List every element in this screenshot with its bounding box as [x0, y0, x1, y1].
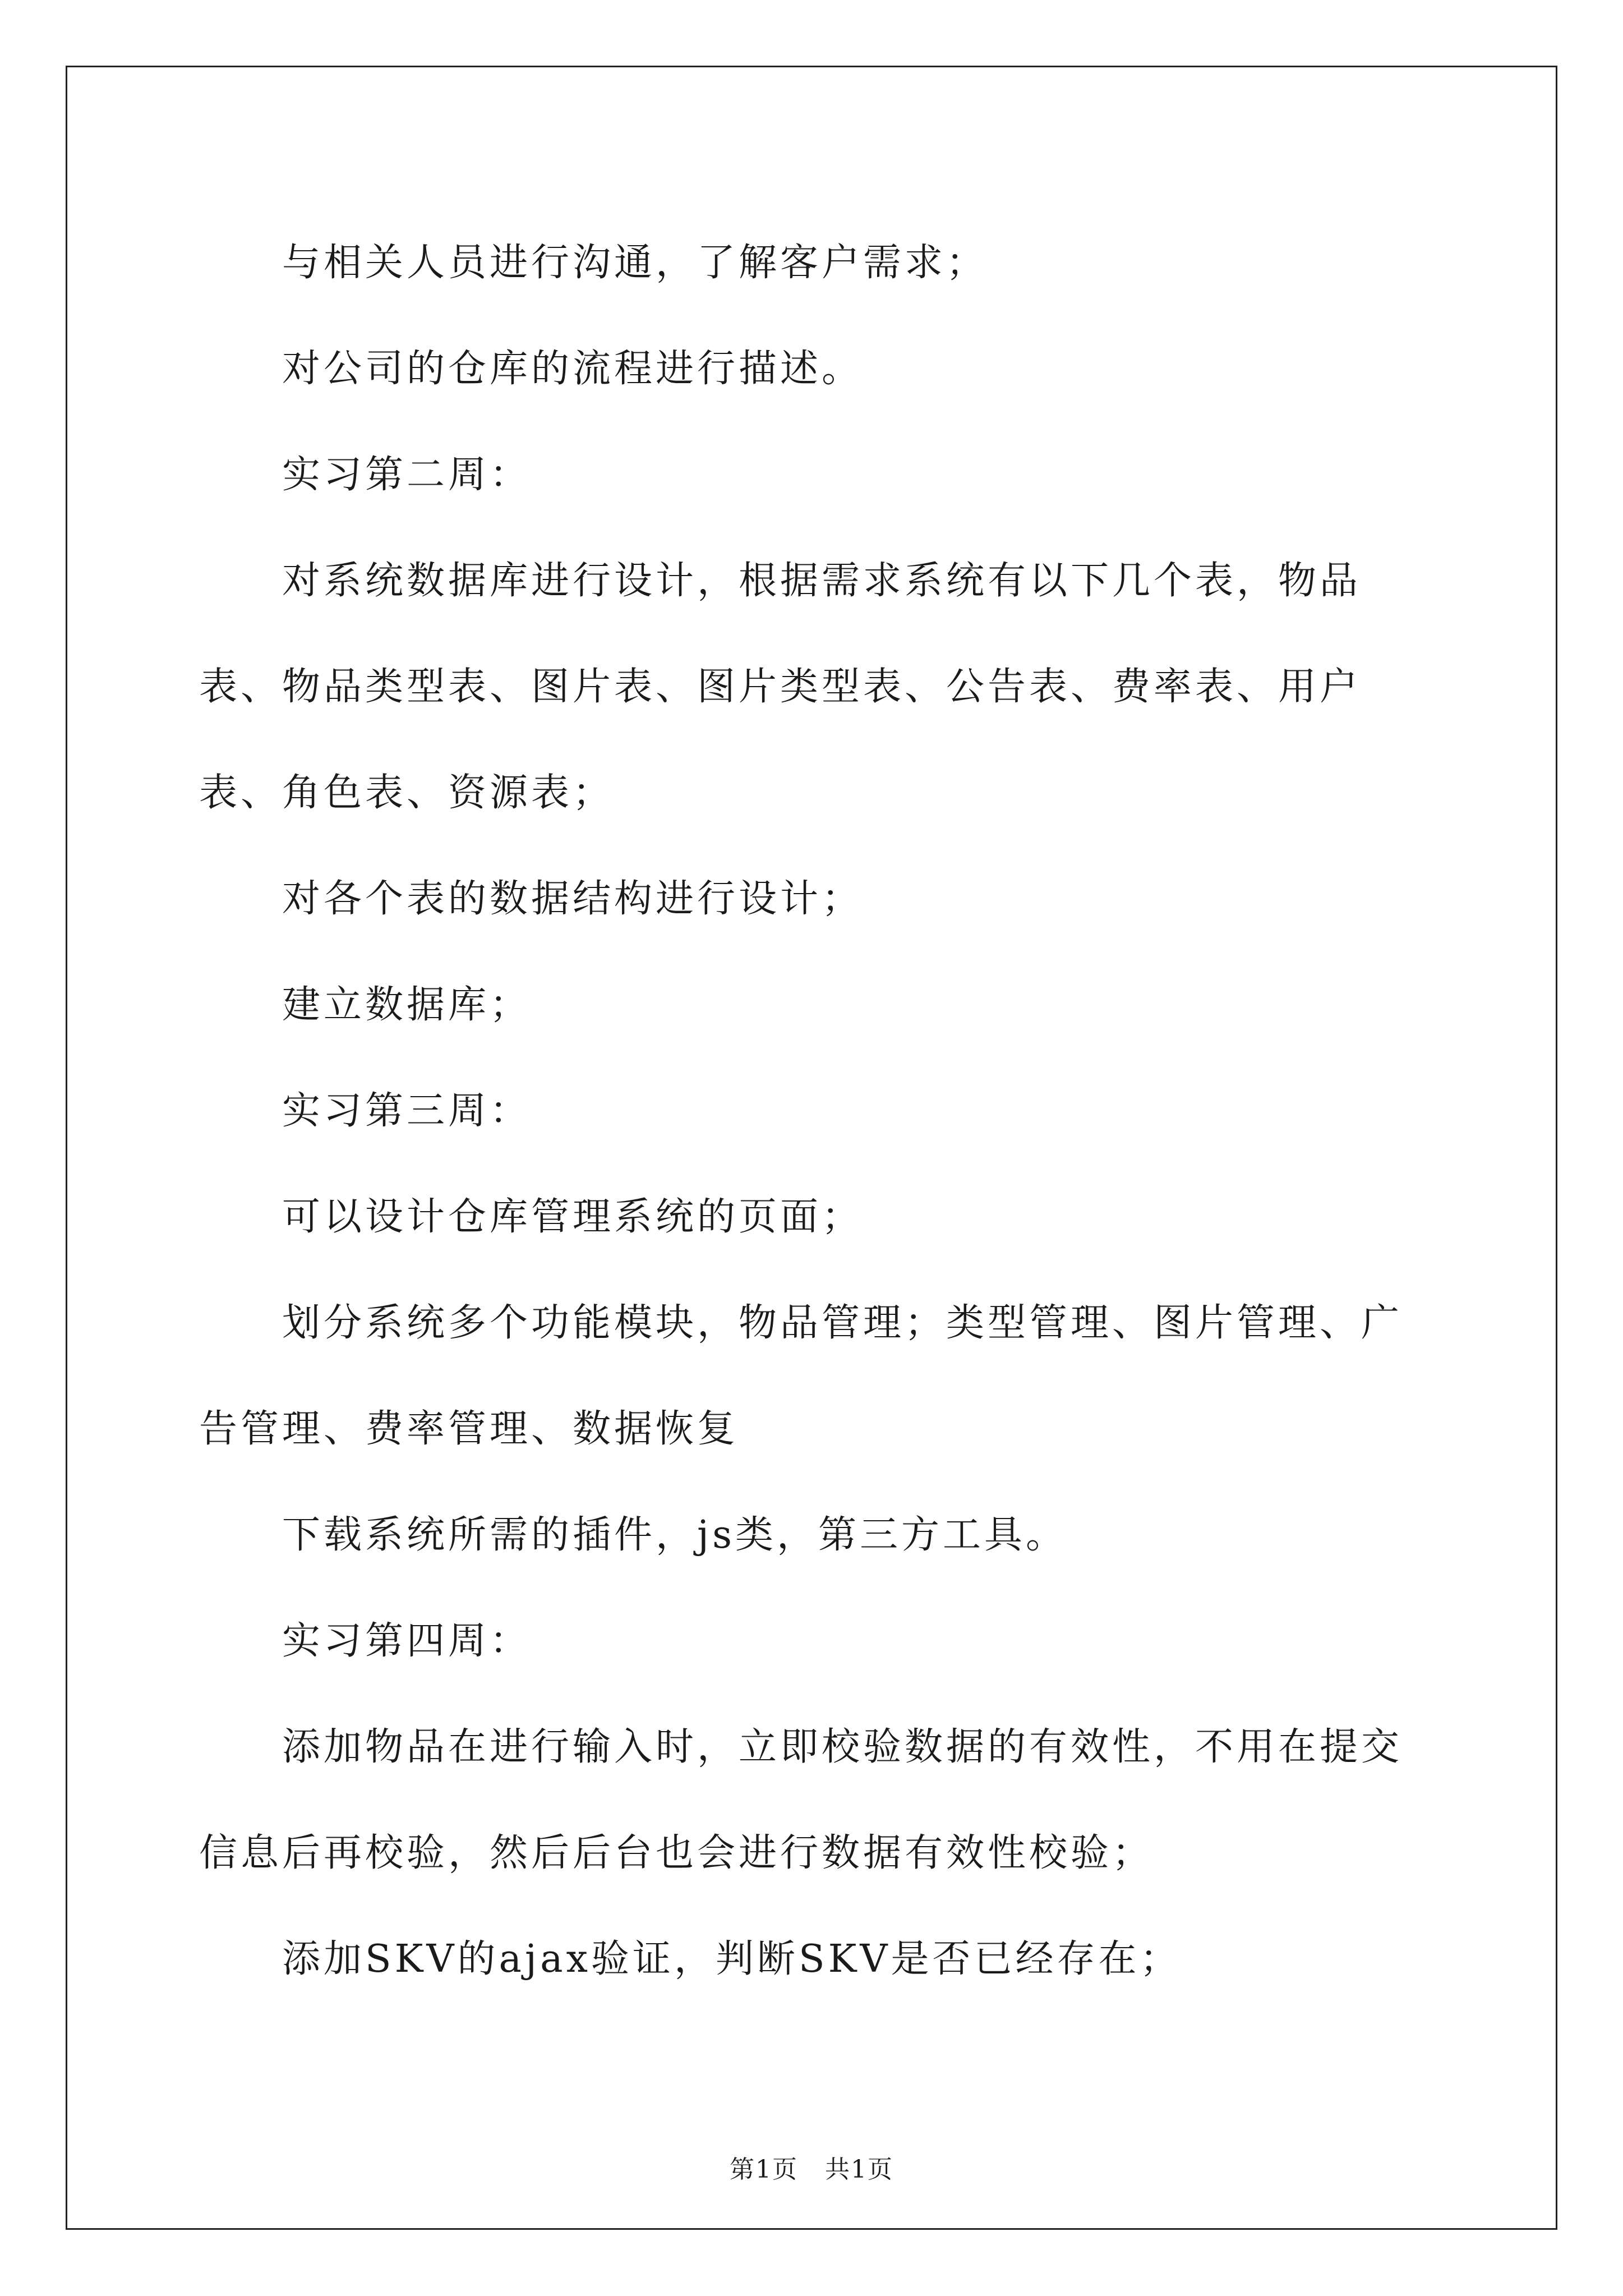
heading-week-2: 实习第二周：: [282, 453, 532, 497]
page-total: 共1页: [824, 2155, 893, 2184]
page-footer: [0, 2153, 1623, 2187]
paragraph-ajax-validation: 添加SKV的ajax验证，判断SKV是否已经存在；: [282, 1937, 1182, 1981]
paragraph-communicate: 与相关人员进行沟通，了解客户需求；: [282, 241, 988, 285]
paragraph-page-design: 可以设计仓库管理系统的页面；: [282, 1195, 864, 1239]
paragraph-database-design: 对系统数据库进行设计，根据需求系统有以下几个表，物品表、物品类型表、图片表、图片类型表、公告表、费率表、用户表、角色表、资源表；: [199, 559, 1362, 815]
document-body: [199, 210, 1433, 2012]
paragraph-build-database: 建立数据库；: [282, 983, 532, 1027]
paragraph-warehouse-flow: 对公司的仓库的流程进行描述。: [282, 347, 864, 391]
page-number: 第1页: [730, 2155, 799, 2184]
paragraph-download-plugins: 下载系统所需的插件，js类，第三方工具。: [282, 1513, 1067, 1557]
paragraph-table-structure: 对各个表的数据结构进行设计；: [282, 877, 864, 921]
heading-week-3: 实习第三周：: [282, 1089, 532, 1133]
paragraph-input-validation: 添加物品在进行输入时，立即校验数据的有效性，不用在提交信息后再校验，然后后台也会进行数据有效性校验；: [199, 1725, 1403, 1875]
heading-week-4: 实习第四周：: [282, 1619, 532, 1663]
paragraph-module-division: 划分系统多个功能模块，物品管理；类型管理、图片管理、广告管理、费率管理、数据恢复: [199, 1301, 1403, 1451]
footer-spacer: [798, 2155, 825, 2184]
